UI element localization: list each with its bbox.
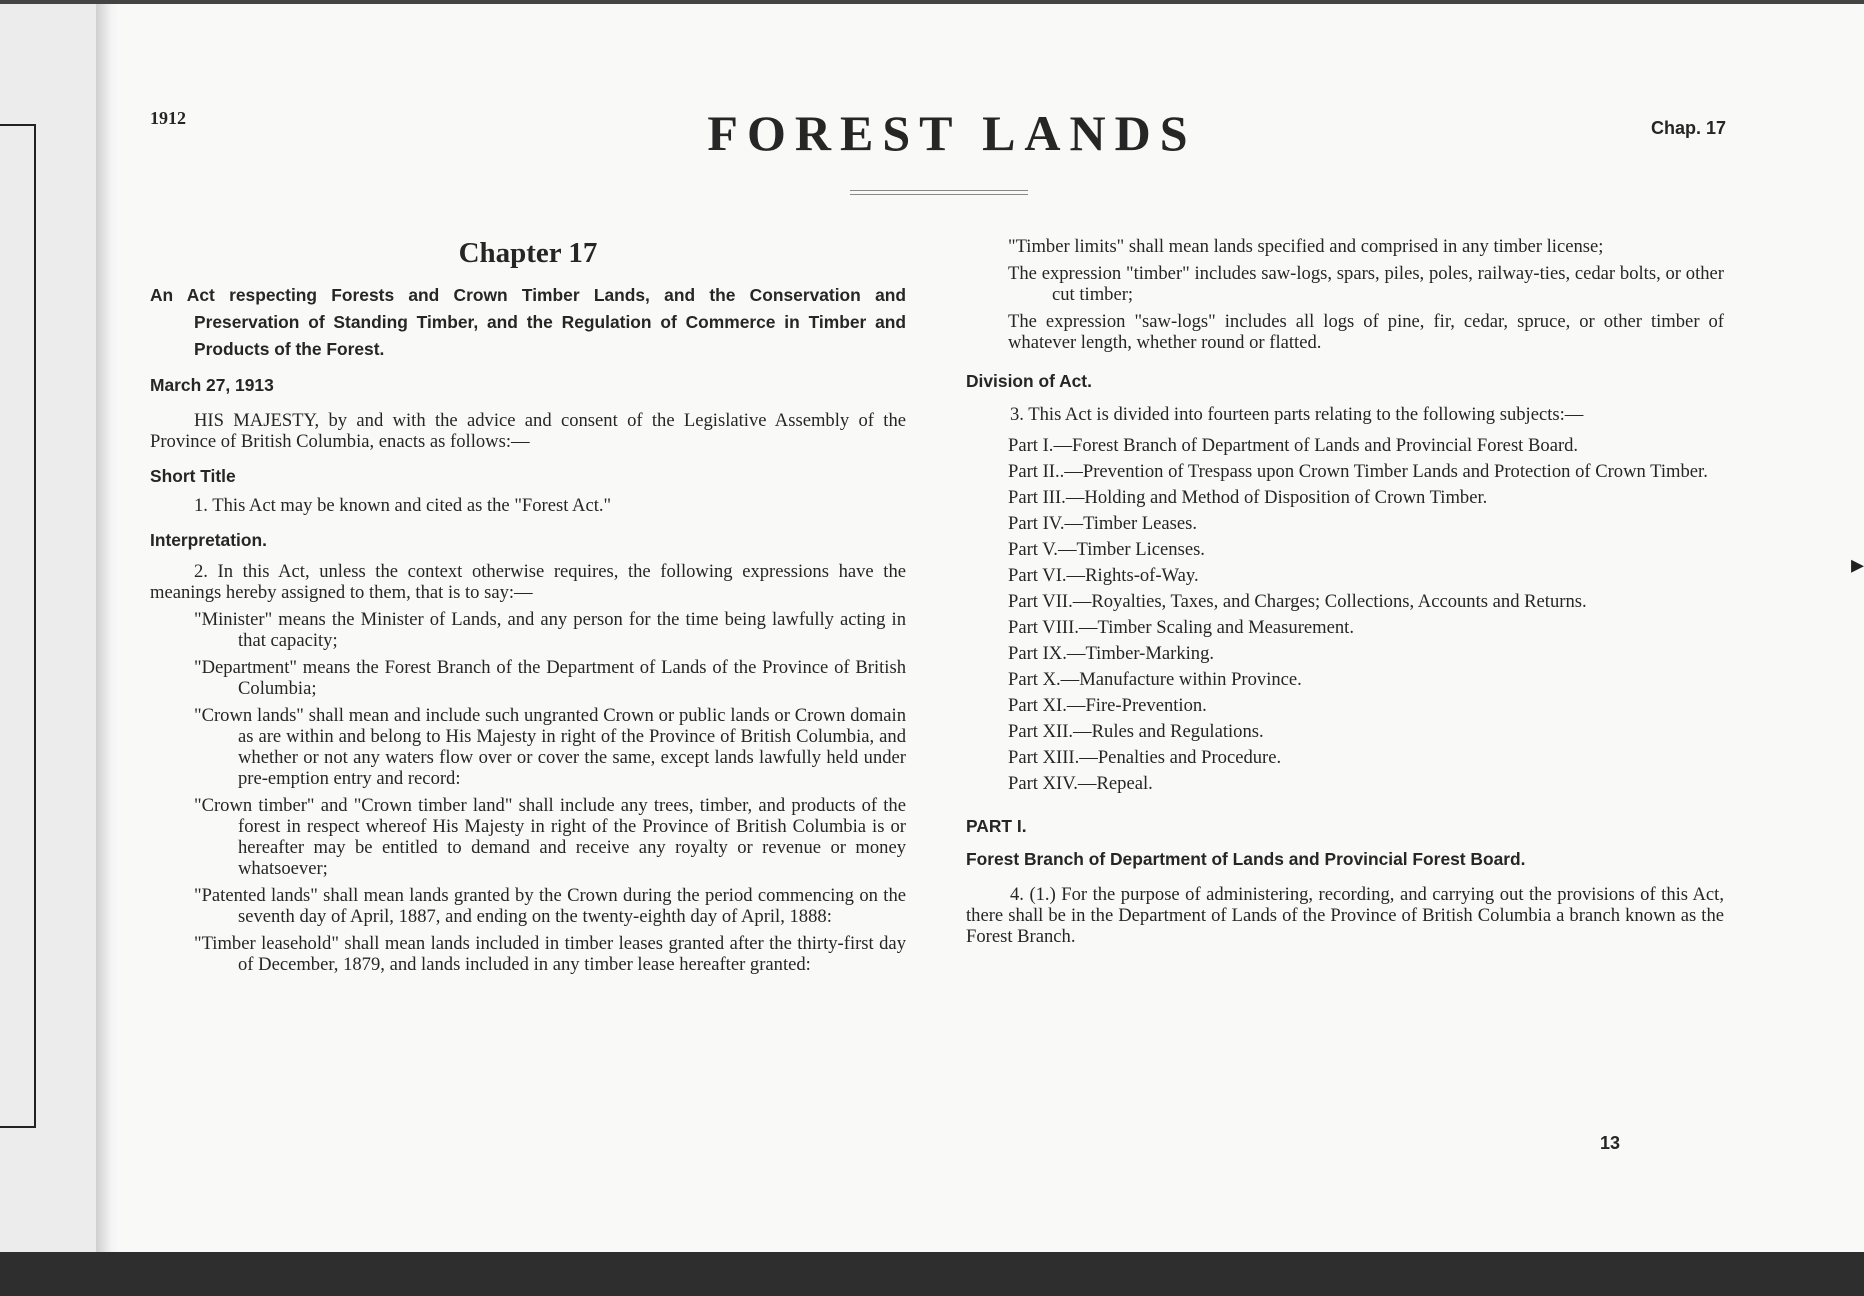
part-list-item: Part III.—Holding and Method of Disposition of Crown Timber. [1008,487,1488,508]
scan-bottom-edge [0,1252,1864,1296]
part-list-item: Part XI.—Fire-Prevention. [1008,695,1207,716]
header-rule [850,190,1028,191]
act-title: An Act respecting Forests and Crown Timber Lands, and the Conservation and Preservation of Standing Timber, and the Regulation of Commerce in Timber and Products of the Forest. [150,285,906,359]
section-2: 2. In this Act, unless the context otherwise requires, the following expressions have the meanings hereby assigned to them, that is to say:— [150,561,906,603]
part-list-item: Part XII.—Rules and Regulations. [1008,721,1264,742]
act-date: March 27, 1913 [150,375,274,395]
definition-crown-timber: "Crown timber" and "Crown timber land" shall include any trees, timber, and products of the forest in respect whereof His Majesty in right of the Province of British Columbia is or hereafter may be entitled to demand and receive any royalty or revenue or money whatsoever; [194,795,906,879]
facing-page-frame [0,124,36,1128]
header-rule [850,194,1028,195]
definition-minister: "Minister" means the Minister of Lands, and any person for the time being lawfully acting in that capacity; [194,609,906,651]
definition-crown-lands: "Crown lands" shall mean and include such ungranted Crown or public lands or Crown domain as are within and belong to His Majesty in right of the Province of British Columbia, and whether or not any waters flow over or cover the same, except lands lawfully held under pre-emption entry and record: [194,705,906,789]
part-list-item: Part IV.—Timber Leases. [1008,513,1198,534]
running-header-year: 1912 [150,108,186,128]
definition-timber: The expression "timber" includes saw-logs, spars, piles, poles, railway-ties, cedar bolts, or other cut timber; [1008,263,1724,305]
part-list-item: Part II..—Prevention of Trespass upon Crown Timber Lands and Protection of Crown Timber. [1008,461,1708,482]
section-3: 3. This Act is divided into fourteen parts relating to the following subjects:— [1010,404,1584,425]
right-column [966,236,1724,947]
subheading-part-1: Forest Branch of Department of Lands and Provincial Forest Board. [966,849,1526,869]
running-header-chapter: Chap. 17 [1650,118,1726,138]
definition-timber-limits: "Timber limits" shall mean lands specified and comprised in any timber license; [1008,236,1604,257]
part-list-item: Part V.—Timber Licenses. [1008,539,1205,560]
chapter-title: Chapter 17 [458,237,598,269]
heading-part-1: PART I. [966,816,1027,836]
part-list-item: Part VII.—Royalties, Taxes, and Charges; Collections, Accounts and Returns. [1008,591,1587,612]
part-list-item: Part IX.—Timber-Marking. [1008,643,1215,664]
part-list-item: Part I.—Forest Branch of Department of Lands and Provincial Forest Board. [1008,435,1579,456]
facing-page-edge [0,4,100,1252]
part-list-item: Part VIII.—Timber Scaling and Measurement. [1008,617,1354,638]
part-list-item: Part VI.—Rights-of-Way. [1008,565,1199,586]
heading-interpretation: Interpretation. [150,530,267,550]
left-column [150,236,906,975]
running-header-title: FOREST LANDS [707,105,1197,161]
edge-marker-icon: ▸ [1850,550,1864,579]
heading-division-of-act: Division of Act. [966,371,1092,391]
heading-short-title: Short Title [150,466,236,486]
part-list-item: Part X.—Manufacture within Province. [1008,669,1302,690]
definition-patented-lands: "Patented lands" shall mean lands granted by the Crown during the period commencing on the seventh day of April, 1887, and ending on the twenty-eighth day of April, 1888: [194,885,906,927]
page-number: 13 [1600,1133,1621,1153]
part-list-item: Part XIV.—Repeal. [1008,773,1153,794]
enacting-clause: HIS MAJESTY, by and with the advice and consent of the Legislative Assembly of the Province of British Columbia, enacts as follows:— [150,410,906,452]
part-list-item: Part XIII.—Penalties and Procedure. [1008,747,1282,768]
definition-department: "Department" means the Forest Branch of the Department of Lands of the Province of British Columbia; [194,657,906,699]
section-4: 4. (1.) For the purpose of administering, recording, and carrying out the provisions of this Act, there shall be in the Department of Lands of the Province of British Columbia a branch known as the Forest Branch. [966,884,1724,947]
definition-saw-logs: The expression "saw-logs" includes all logs of pine, fir, cedar, spruce, or other timber of whatever length, whether round or flatted. [1008,311,1724,353]
section-1: 1. This Act may be known and cited as the "Forest Act." [194,495,612,516]
definition-timber-leasehold: "Timber leasehold" shall mean lands included in timber leases granted after the thirty-first day of December, 1879, and lands included in any timber lease hereafter granted: [194,933,906,975]
